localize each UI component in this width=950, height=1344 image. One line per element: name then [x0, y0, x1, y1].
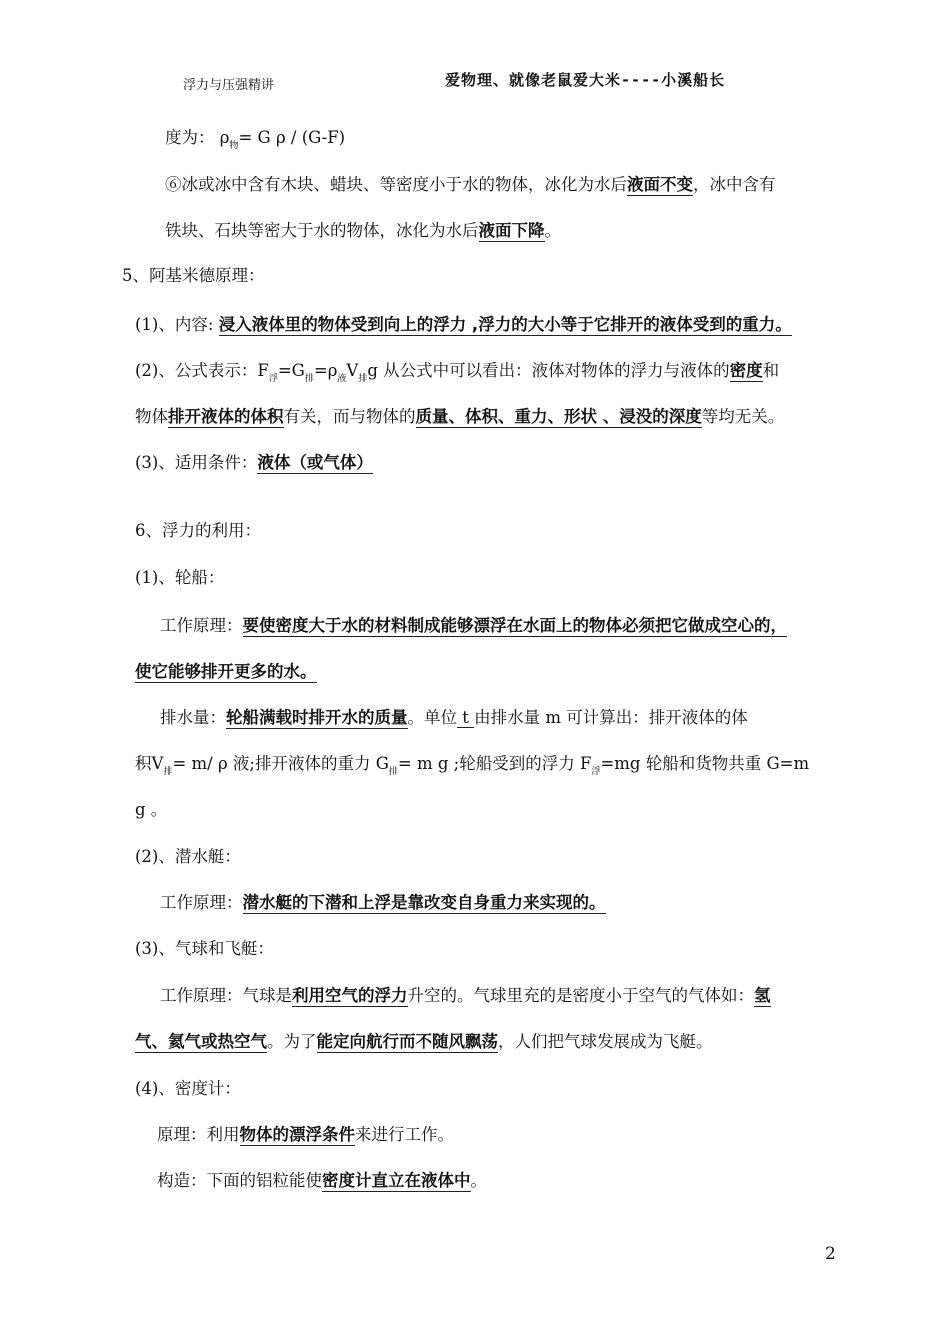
archimedes-conditions: (3)、适用条件：液体（或气体）: [135, 453, 373, 472]
ice-paragraph-line-1: ⑥冰或冰中含有木块、蜡块、等密度小于水的物体，冰化为水后液面不变，冰中含有: [165, 175, 776, 194]
section-5-heading: 5、阿基米德原理：: [122, 266, 265, 285]
balloon-principle-cont: 气、氦气或热空气。为了能定向航行而不随风飘荡，人们把气球发展成为飞艇。: [135, 1032, 713, 1051]
ship-heading: (1)、轮船：: [135, 568, 225, 587]
submarine-principle: 工作原理：潜水艇的下潜和上浮是靠改变自身重力来实现的。: [160, 893, 606, 912]
density-formula-line: 度为： $\rho_物= G$ ρ / (G-F): [165, 128, 346, 151]
archimedes-content: (1)、内容: 浸入液体里的物体受到向上的浮力 ,浮力的大小等于它排开的液体受到的重力。: [135, 315, 792, 334]
hydrometer-principle: 原理：利用物体的漂浮条件来进行工作。: [157, 1125, 454, 1144]
header-slogan: 爱物理、就像老鼠爱大米----小溪船长: [445, 71, 726, 89]
ship-principle: 工作原理：要使密度大于水的材料制成能够漂浮在水面上的物体必须把它做成空心的，: [160, 616, 787, 635]
displacement-line: 排水量：轮船满载时排开水的质量。单位 t 由排水量 m 可计算出：排开液体的体: [160, 708, 748, 727]
balloon-heading: (3)、气球和飞艇：: [135, 939, 274, 958]
section-6-heading: 6、浮力的利用：: [135, 521, 261, 540]
ship-principle-cont: 使它能够排开更多的水。: [135, 662, 317, 681]
archimedes-dependency: 物体排开液体的体积有关，而与物体的质量、体积、重力、形状 、浸没的深度等均无关。: [135, 407, 785, 426]
hydrometer-heading: (4)、密度计：: [135, 1079, 241, 1098]
displacement-formulas-cont: g 。: [135, 800, 168, 819]
displacement-formulas: 积$V_排= m/$ ρ 液;排开液体的重力 $G_排= m$ g ;轮船受到的浮力 $F_浮=mg$ 轮船和货物共重 G=m: [135, 754, 810, 777]
hydrometer-structure: 构造：下面的铝粒能使密度计直立在液体中。: [157, 1171, 487, 1190]
ice-paragraph-line-2: 铁块、石块等密大于水的物体，冰化为水后液面下降。: [165, 221, 561, 240]
page-number: 2: [825, 1244, 836, 1264]
header-title: 浮力与压强精讲: [183, 78, 275, 93]
archimedes-formula: (2)、公式表示：$F_浮=G_排=\rho_液V_排g$ 从公式中可以看出：液体对物体的浮力与液体的密度和: [135, 361, 780, 384]
submarine-heading: (2)、潜水艇：: [135, 847, 241, 866]
balloon-principle: 工作原理：气球是利用空气的浮力升空的。气球里充的是密度小于空气的气体如：氢: [160, 986, 771, 1005]
